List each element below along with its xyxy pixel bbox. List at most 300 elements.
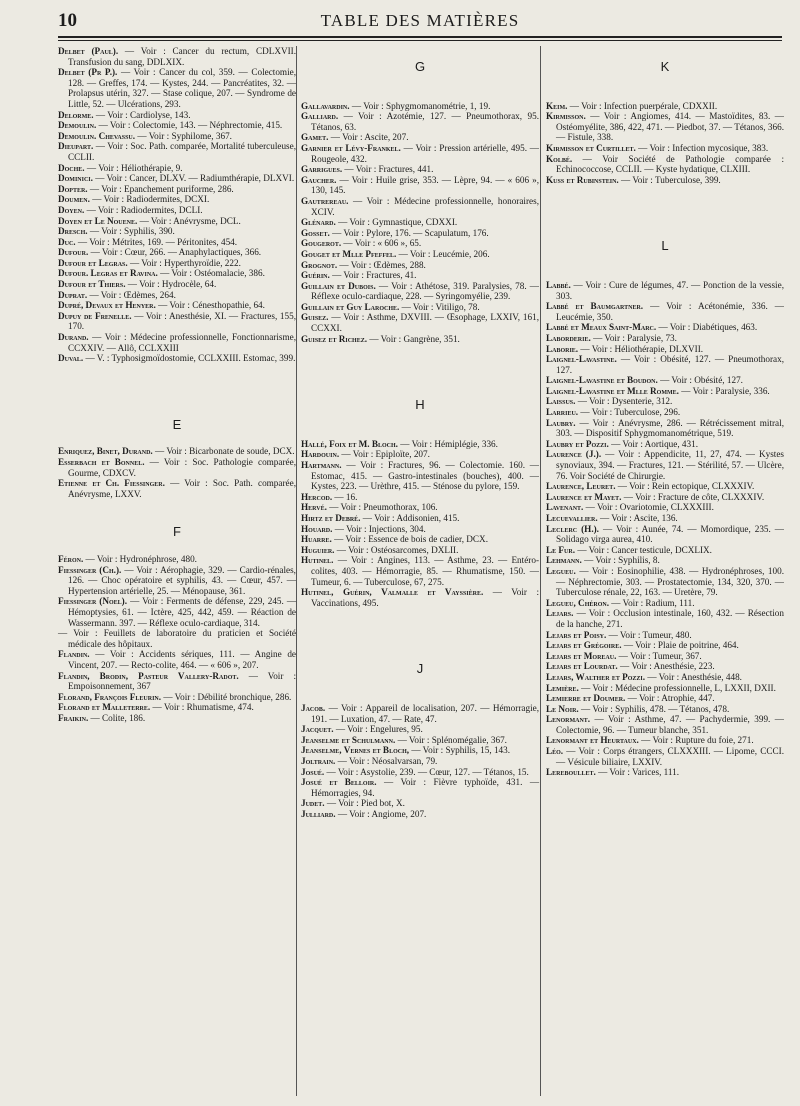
entry-references: — Voir : Colectomie, 143. — Néphrectomie, 415. xyxy=(96,120,283,131)
index-entry xyxy=(58,478,296,499)
index-entry xyxy=(301,217,539,228)
index-entry xyxy=(546,344,784,355)
index-entry xyxy=(546,704,784,715)
index-entry xyxy=(301,228,539,239)
index-entry xyxy=(301,281,539,302)
index-entry xyxy=(58,649,296,670)
author-name: Dieupart. xyxy=(58,141,94,152)
entry-references: — Voir : Vitiligo, 78. xyxy=(399,301,480,312)
author-name: Jeanselme et Schulmann. xyxy=(301,734,396,745)
index-entry xyxy=(546,375,784,386)
entry-references: — Voir : Néosalvarsan, 79. xyxy=(335,755,438,766)
index-entry xyxy=(546,566,784,598)
index-entry xyxy=(301,143,539,164)
index-entry xyxy=(546,492,784,503)
index-entry xyxy=(546,449,784,481)
entry-references: — Voir : Infection mycosique, 383. xyxy=(635,142,769,153)
author-name: Demoulin. xyxy=(58,120,97,131)
author-name: Hallé, Foix et M. Bloch. xyxy=(301,438,398,449)
index-entry xyxy=(301,798,539,809)
entry-references: — Voir : Pression artérielle, 495. — Rougeole, 432. xyxy=(311,142,539,164)
entry-references: — Voir : Ascite, 136. xyxy=(597,513,678,523)
author-name: Hartmann. xyxy=(301,460,342,471)
entry-references: — Voir : Angines, 113. — Asthme, 23. — Entéro-colites, 403. — Hémorragie, 85. — Rhumatisme, 150. — Tumeur, 6. — Tuberculose, 67, 275. xyxy=(311,555,539,587)
index-entry xyxy=(58,46,296,67)
index-entry xyxy=(58,163,296,174)
entry-references: — Voir : Syphilis, 390. xyxy=(87,226,175,237)
author-name: Fiessinger (Noel). xyxy=(58,596,128,607)
author-name: Kuss et Rubinstein. xyxy=(546,174,619,185)
entry-references: — Voir : Empoisonnement, 367 xyxy=(68,670,296,692)
section-spacer xyxy=(301,344,539,400)
entry-references: — Voir : Syphilis, 15, 143. xyxy=(409,745,511,756)
index-column-right xyxy=(546,46,784,778)
index-entry xyxy=(546,418,784,439)
entry-references: — Voir : Eosinophilie, 438. — Hydronéphroses, 100. — Néphrectomie, 303. — Prostatectomie, 134, 320, 370. — Tuberculose rénale, 22, 163. — Uretère, 79. xyxy=(556,565,784,598)
author-name: Laubry. xyxy=(546,417,576,428)
author-name: Delbet (Paul). xyxy=(58,46,119,56)
index-entry xyxy=(546,386,784,397)
section-letter: K xyxy=(660,59,670,74)
entry-references: — Voir : Débilité bronchique, 286. xyxy=(161,691,292,702)
index-entry xyxy=(58,702,296,713)
author-name: Lejars et Lourdat. xyxy=(546,661,618,672)
author-name: Doyen. xyxy=(58,204,85,215)
author-name: Duval. xyxy=(58,353,84,364)
entry-references: — Colite, 186. xyxy=(88,712,146,723)
entry-references: — Voir : Pied bot, X. xyxy=(324,798,405,809)
author-name: Lenormant et Heurtaux. xyxy=(546,735,639,746)
index-entry xyxy=(58,131,296,142)
entry-references: — Voir : Gymnastique, CDXXI. xyxy=(335,217,458,228)
entry-references: — Voir : Cœur, 266. — Anaphylactiques, 366. xyxy=(88,247,262,258)
author-name: Florand, François Fleurin. xyxy=(58,691,162,702)
author-name: Laurence, Leuret. xyxy=(546,481,616,492)
entry-references: — Voir : Hémiplégie, 336. xyxy=(397,438,498,449)
entry-references: — Voir : Aunée, 74. — Momordique, 235. — Solidago virga aurea, 410. xyxy=(556,523,784,545)
entry-references: — Voir : Cancer du rectum, CDLXVII. Transfusion du sang, DDLXIX. xyxy=(68,46,297,67)
index-entry xyxy=(301,101,539,112)
author-name: Kirmisson et Curtillet. xyxy=(546,142,636,153)
index-entry xyxy=(546,175,784,186)
author-name: Dupré, Devaux et Henyer. xyxy=(58,300,156,311)
index-entry xyxy=(301,492,539,503)
entry-references: — Voir : Fractures, 96. — Colectomie. 160. — Estomac, 415. — Gastro-intestinales (bouches), 400. — Kystes, 223. — Urèthre, 415. — Sténose du pylore, 159. xyxy=(311,460,539,492)
entry-references: — Voir : Rhumatisme, 474. xyxy=(150,702,254,713)
index-entry xyxy=(58,268,296,279)
index-entry xyxy=(301,587,539,608)
entry-references: — Voir : Anesthésie, 223. xyxy=(617,661,715,672)
author-name: Glénard. xyxy=(301,217,336,228)
index-entry xyxy=(58,226,296,237)
index-entry xyxy=(546,143,784,154)
author-name: Gallavardin. xyxy=(301,100,350,111)
author-name: Gamet. xyxy=(301,132,329,143)
index-entry xyxy=(301,249,539,260)
author-name: Kirmisson. xyxy=(546,111,586,122)
index-column-left xyxy=(58,46,296,723)
author-name: Lavenant. xyxy=(546,502,584,513)
section-spacer xyxy=(546,252,784,280)
author-name: Labbé et Meaux Saint-Marc. xyxy=(546,322,657,333)
index-entry xyxy=(58,279,296,290)
entry-references: — Voir : Tumeur, 480. xyxy=(606,629,692,640)
index-entry xyxy=(301,111,539,132)
author-name: Grognot. xyxy=(301,259,338,270)
author-name: Gautrereau. xyxy=(301,195,349,206)
author-name: Hirtz et Debré. xyxy=(301,513,361,523)
index-entry xyxy=(58,300,296,311)
entry-references: — Voir : Asystolie, 239. — Cœur, 127. — Tétanos, 15. xyxy=(324,766,529,777)
author-name: Lemière. xyxy=(546,682,579,693)
entry-references: — 16. xyxy=(332,491,358,502)
entry-references: — Voir : Cancer, DLXV. — Radiumthérapie, DLXVI. xyxy=(92,173,295,184)
index-entry xyxy=(301,502,539,513)
entry-references: — Voir : Paralysie, 73. xyxy=(590,332,677,343)
entry-references: — Voir : Radiodermites, DCLI. xyxy=(84,204,203,215)
entry-references: — Voir : Athétose, 319. Paralysies, 78. — Réflexe oculo-cardiaque, 228. — Syringomyélie, 239. xyxy=(311,280,539,302)
entry-references: — Voir : Accidents sériques, 111. — Angine de Vincent, 207. — Recto-colite, 464. — « 606 », 207. xyxy=(68,649,296,670)
index-entry xyxy=(301,756,539,767)
entry-references: — Voir : Hyperthyroïdie, 222. xyxy=(127,257,241,268)
index-entry xyxy=(58,216,296,227)
index-entry xyxy=(301,164,539,175)
author-name: Jacquet. xyxy=(301,724,334,735)
section-letter: G xyxy=(414,59,426,74)
entry-references: — Voir : Médecine professionnelle, L, LXXII, DXII. xyxy=(578,682,776,693)
entry-references: — Voir : Cancer testicule, DCXLIX. xyxy=(575,544,712,555)
index-entry xyxy=(546,555,784,566)
section-spacer xyxy=(58,430,296,446)
author-name: Gougerot. xyxy=(301,238,342,249)
index-entry xyxy=(301,745,539,756)
author-name: Guisez. xyxy=(301,312,329,323)
entry-references: — Voir : Cénesthopathie, 64. xyxy=(155,300,265,311)
index-entry xyxy=(546,630,784,641)
author-name: Hutinel. xyxy=(301,555,334,566)
entry-references: — Voir : Asthme, DXVIII. — Œsophage, LXXIV, 161, CCXXI. xyxy=(311,312,539,334)
author-name: Gouget et Mlle Pfeffel. xyxy=(301,248,397,259)
index-entry xyxy=(546,746,784,767)
entry-references: — Voir : Radiodermites, DCXI. xyxy=(89,194,210,205)
entry-references: — Voir Société de Pathologie comparée : Echinococcose, CCLII. — Kyste hydatique, CLXIII. xyxy=(556,153,784,175)
index-entry xyxy=(58,671,296,692)
index-entry xyxy=(546,396,784,407)
entry-references: — Voir : Œdèmes, 264. xyxy=(87,289,176,300)
entry-references: — Voir : Engelures, 95. xyxy=(333,724,423,735)
author-name: Doche. xyxy=(58,162,85,173)
author-name: Lejars et Grégoire. xyxy=(546,640,622,651)
index-entry xyxy=(301,724,539,735)
entry-references: — Voir : Corps étrangers, CLXXXIII. — Lipome, CCCI. — Vésicule biliaire, LXXIV. xyxy=(556,746,784,767)
author-name: Lehmann. xyxy=(546,555,582,566)
author-name: Esserbach et Bonnel. xyxy=(58,457,145,467)
entry-references: — Voir : Héliothérapie, 9. xyxy=(84,162,183,173)
index-entry xyxy=(301,132,539,143)
entry-references: — Voir : Hydronéphrose, 480. xyxy=(83,553,197,564)
author-name: Laignel-Lavastine. xyxy=(546,354,617,365)
entry-references: — Voir : Splénomégalie, 367. xyxy=(395,734,507,745)
author-name: Durand. xyxy=(58,332,89,343)
entry-references: — Voir : Angiome, 207. xyxy=(335,808,427,819)
author-name: Judet. xyxy=(301,798,325,809)
entry-references: — Voir : Cardiolyse, 143. xyxy=(93,109,191,120)
entry-references: — Voir : Vaccinations, 495. xyxy=(311,587,539,608)
entry-references: — Voir : Addisonien, 415. xyxy=(360,513,460,523)
index-entry xyxy=(301,513,539,524)
author-name: Dufour. Legras et Ravina. xyxy=(58,268,158,279)
entry-references: — Voir : Injections, 304. xyxy=(332,523,426,534)
entry-references: — Voir : Tumeur, 367. xyxy=(616,650,702,661)
author-name: Fraikin. xyxy=(58,712,89,723)
index-entry xyxy=(58,457,296,478)
entry-references: — Voir : Sphygmomanométrie, 1, 19. xyxy=(349,100,491,111)
section-spacer xyxy=(301,675,539,703)
index-entry xyxy=(546,672,784,683)
author-name: Legueu, Chéron. xyxy=(546,597,609,608)
index-entry xyxy=(301,334,539,345)
entry-references: — Voir : Paralysie, 336. xyxy=(678,385,770,396)
index-entry xyxy=(301,555,539,587)
index-entry xyxy=(301,175,539,196)
author-name: Laubry et Pozzi. xyxy=(546,438,609,449)
index-entry xyxy=(58,446,296,457)
entry-references: — Voir : Œdèmes, 288. xyxy=(337,259,426,270)
entry-references: — Voir : Héliothérapie, DLXVII. xyxy=(578,343,704,354)
index-entry xyxy=(301,460,539,492)
index-entry xyxy=(546,714,784,735)
index-entry xyxy=(546,683,784,694)
author-name: Le Noir. xyxy=(546,703,579,714)
author-name: Lejars et Moreau. xyxy=(546,650,617,661)
index-entry xyxy=(546,481,784,492)
entry-references: — Voir : Tuberculose, 399. xyxy=(618,174,721,185)
entry-references: — Voir : Aérophagie, 329. — Cardio-rénales, 126. — Choc opératoire et syphilis, 43. — Cœur, 457. — Hypertension artérielle, 25. — Ménopause, 361. xyxy=(68,564,296,596)
author-name: Lereboullet. xyxy=(546,767,596,778)
entry-references: — Voir : Soc. Pathologie comparée, Gourme, CDXCV. xyxy=(68,457,296,478)
author-name: Hardouin. xyxy=(301,449,340,460)
entry-references: — Voir : Cancer du col, 359. — Colectomie, 128. — Greffes, 174. — Kystes, 244. — Pancréatites, 32. — Prolapsus utérin, 327. — Stase colique, 207. — Syndrome de Little, 52. — Ulcérations, 293. xyxy=(68,67,296,109)
index-entry xyxy=(58,565,296,597)
section-spacer xyxy=(546,185,784,241)
author-name: Houard. xyxy=(301,523,333,534)
author-name: Duprat. xyxy=(58,289,88,300)
index-entry xyxy=(546,407,784,418)
index-entry xyxy=(301,809,539,820)
author-name: Guérin. xyxy=(301,270,330,281)
entry-references: — Voir : Hydrocèle, 64. xyxy=(125,279,217,290)
section-letter: F xyxy=(173,524,181,540)
entry-references: — Voir : Médecine professionnelle, Fonctionnarisme, CCXXIV. — Allô, CCLXXIII xyxy=(68,332,296,353)
page-header xyxy=(58,10,782,36)
index-entry xyxy=(58,184,296,195)
author-name: Jacob. xyxy=(301,702,326,713)
author-name: Laurence et Mayet. xyxy=(546,491,622,502)
section-spacer xyxy=(58,538,296,554)
author-name: Delbet (Pr P.). xyxy=(58,67,118,78)
author-name: Enriquez, Binet, Durand. xyxy=(58,446,153,457)
section-letter: J xyxy=(416,661,424,677)
entry-references: — Voir : Obésité, 127. xyxy=(657,375,743,386)
author-name: Garnier et Lévy-Frankel. xyxy=(301,142,401,153)
author-name: Galliard. xyxy=(301,111,339,122)
index-entry xyxy=(58,692,296,703)
author-name: Léo. xyxy=(546,746,564,757)
entry-references: — Voir : Syphilis, 8. xyxy=(581,555,660,566)
index-entry xyxy=(58,596,296,628)
author-name: Lemierre et Doumer. xyxy=(546,693,626,704)
index-entry xyxy=(546,524,784,545)
entry-references: — Voir : Tuberculose, 296. xyxy=(578,407,681,418)
entry-references: — Voir : Plaie de poitrine, 464. xyxy=(621,640,739,651)
author-name: Dresch. xyxy=(58,226,88,237)
entry-references: — Voir : Radium, 111. xyxy=(609,597,695,608)
index-entry xyxy=(58,205,296,216)
column-divider xyxy=(540,46,541,1096)
author-name: Guillain et Dubois. xyxy=(301,280,376,291)
index-entry xyxy=(58,237,296,248)
index-entry xyxy=(301,449,539,460)
index-entry xyxy=(58,110,296,121)
author-name: Guisez et Richez. xyxy=(301,333,368,344)
author-name: Josué. xyxy=(301,766,325,777)
section-spacer xyxy=(58,364,296,420)
section-spacer xyxy=(58,499,296,527)
author-name: Labbé. xyxy=(546,279,571,290)
index-entry xyxy=(546,693,784,704)
index-entry xyxy=(58,353,296,364)
index-entry xyxy=(58,311,296,332)
index-entry xyxy=(546,651,784,662)
index-entry xyxy=(546,735,784,746)
index-entry xyxy=(58,628,296,649)
entry-references: — Voir : Epiploïte, 207. xyxy=(339,449,430,460)
author-name: Josué et Belloir. xyxy=(301,777,377,788)
entry-references: — Voir : Rupture du foie, 271. xyxy=(638,735,754,746)
index-entry xyxy=(546,767,784,778)
entry-references: — Voir : Ostéomalacie, 386. xyxy=(157,268,265,279)
entry-references: — Voir : Huile grise, 353. — Lèpre, 94. — « 606 », 130, 145. xyxy=(311,174,539,196)
entry-references: — Voir : Anévrysme, 286. — Rétrécissement mitral, 303. — Dispositif Sphygmomanométrique, 519. xyxy=(556,417,784,439)
entry-references: — Voir : Fièvre typhoïde, 431. — Hémorragies, 94. xyxy=(311,777,540,798)
index-entry xyxy=(546,439,784,450)
author-name: Flandin, Brodin, Pasteur Vallery-Radot. xyxy=(58,670,239,681)
author-name: Julliard. xyxy=(301,808,336,819)
index-entry xyxy=(58,194,296,205)
entry-references: — Voir : Feuillets de laboratoire du praticien et Société médicale des hôpitaux. xyxy=(58,628,296,649)
author-name: Lejars. xyxy=(546,608,574,619)
entry-references: — Voir : Diabétiques, 463. xyxy=(656,322,758,333)
entry-references: — Voir : Syphilis, 478. — Tétanos, 478. xyxy=(578,703,730,714)
entry-references: — Voir : Fracture de côte, CLXXXIV. xyxy=(621,491,765,502)
entry-references: — Voir : Dysenterie, 312. xyxy=(575,396,673,407)
entry-references: — Voir : Ferments de défense, 229, 245. — Hémoptysies, 61. — Ictère, 425, 442, 459. — Réaction de Wassermann. 397. — Réflexe oculo-cardiaque, 314. xyxy=(68,596,297,628)
author-name: Garrigues. xyxy=(301,164,343,175)
entry-references: — Voir : Acétonémie, 336. — Leucémie, 350. xyxy=(556,301,784,322)
entry-references: — Voir : Infection puerpérale, CDXXII. xyxy=(567,100,718,111)
header-rule-thin xyxy=(58,40,782,41)
index-entry xyxy=(546,154,784,175)
header-rule-thick xyxy=(58,36,782,38)
index-entry xyxy=(58,258,296,269)
section-spacer xyxy=(301,73,539,101)
author-name: Demoulin. Chevassu. xyxy=(58,130,136,141)
entry-references: — Voir : Varices, 111. xyxy=(595,767,680,778)
author-name: Lejars, Walther et Pozzi. xyxy=(546,671,646,682)
author-name: Labbé et Baumgartner. xyxy=(546,301,644,312)
index-entry xyxy=(546,598,784,609)
entry-references: — Voir : Angiomes, 414. — Mastoïdites, 83. — Ostéomyélite, 386, 422, 471. — Piedbot, 37. — Tétanos, 366. — Fistule, 338. xyxy=(556,111,784,143)
entry-references: — Voir : Syphilome, 367. xyxy=(135,130,232,141)
page-title: TABLE DES MATIÈRES xyxy=(320,11,520,30)
author-name: Flandin. xyxy=(58,649,90,660)
index-entry xyxy=(546,513,784,524)
index-entry xyxy=(58,67,296,109)
author-name: Dupuy de Frenelle. xyxy=(58,310,132,321)
index-entry xyxy=(58,713,296,724)
author-name: Laissus. xyxy=(546,396,576,407)
author-name: Dufour et Thiers. xyxy=(58,279,126,290)
entry-references: — Voir : Pylore, 176. — Scapulatum, 176. xyxy=(329,227,489,238)
entry-references: — Voir : Ascite, 207. xyxy=(328,132,409,143)
section-letter: E xyxy=(172,416,182,432)
entry-references: — Voir : Aortique, 431. xyxy=(608,438,699,449)
section-spacer xyxy=(546,73,784,101)
entry-references: — Voir : Bicarbonate de soude, DCX. xyxy=(152,446,295,457)
index-entry xyxy=(301,260,539,271)
author-name: Dufour et Legras. xyxy=(58,257,128,268)
entry-references: — Voir : Anesthésie, 448. xyxy=(645,671,742,682)
entry-references: — Voir : Essence de bois de cadier, DCX. xyxy=(331,534,488,545)
index-entry xyxy=(58,247,296,258)
index-entry xyxy=(58,554,296,565)
author-name: Dopter. xyxy=(58,183,88,194)
index-entry xyxy=(546,101,784,112)
index-entry xyxy=(546,608,784,629)
entry-references: — Voir : Rein ectopique, CLXXXIV. xyxy=(615,481,755,492)
index-column-middle xyxy=(301,46,539,819)
index-entry xyxy=(58,332,296,353)
author-name: Duc. xyxy=(58,236,76,247)
author-name: Larrieu. xyxy=(546,407,579,418)
entry-references: — Voir : Soc. Path. comparée, Mortalité tuberculeuse, CCLII. xyxy=(68,141,296,162)
entry-references: — Voir : Anesthésie, XI. — Fractures, 155, 170. xyxy=(68,310,296,332)
entry-references: — V. : Typhosigmoïdostomie, CCLXXIII. Estomac, 399. xyxy=(83,353,296,364)
index-entry xyxy=(546,354,784,375)
index-entry xyxy=(301,312,539,333)
author-name: Hercod. xyxy=(301,491,333,502)
author-name: Dufour. xyxy=(58,247,89,258)
section-letter: H xyxy=(415,397,425,413)
index-entry xyxy=(301,196,539,217)
author-name: Fiessinger (Ch.). xyxy=(58,564,122,575)
author-name: Lecuevallier. xyxy=(546,513,598,523)
author-name: Dominici. xyxy=(58,173,93,184)
section-letter: L xyxy=(661,238,669,254)
author-name: Lejars et Poisy. xyxy=(546,629,607,640)
author-name: Laurence (J.). xyxy=(546,449,602,460)
index-entry xyxy=(301,703,539,724)
entry-references: — Voir : Appendicite, 11, 27, 474. — Kystes synoviaux, 394. — Fractures, 121. — Stérilité, 57. — Ulcère, 76. Voir Société de Chirurgie. xyxy=(556,449,785,481)
author-name: Hutinel, Guérin, Valmalle et Vayssière. xyxy=(301,587,484,598)
index-entry xyxy=(546,333,784,344)
author-name: Jeanselme, Vernes et Bloch, xyxy=(301,745,410,756)
entry-references: — Voir : Soc. Path. comparée, Anévrysme, LXXV. xyxy=(68,478,296,499)
entry-references: — Voir : Obésité, 127. — Pneumothorax, 127. xyxy=(556,354,784,375)
author-name: Legueu. xyxy=(546,565,576,576)
author-name: Huguier. xyxy=(301,544,335,555)
entry-references: — Voir : Leucémie, 206. xyxy=(396,248,490,259)
